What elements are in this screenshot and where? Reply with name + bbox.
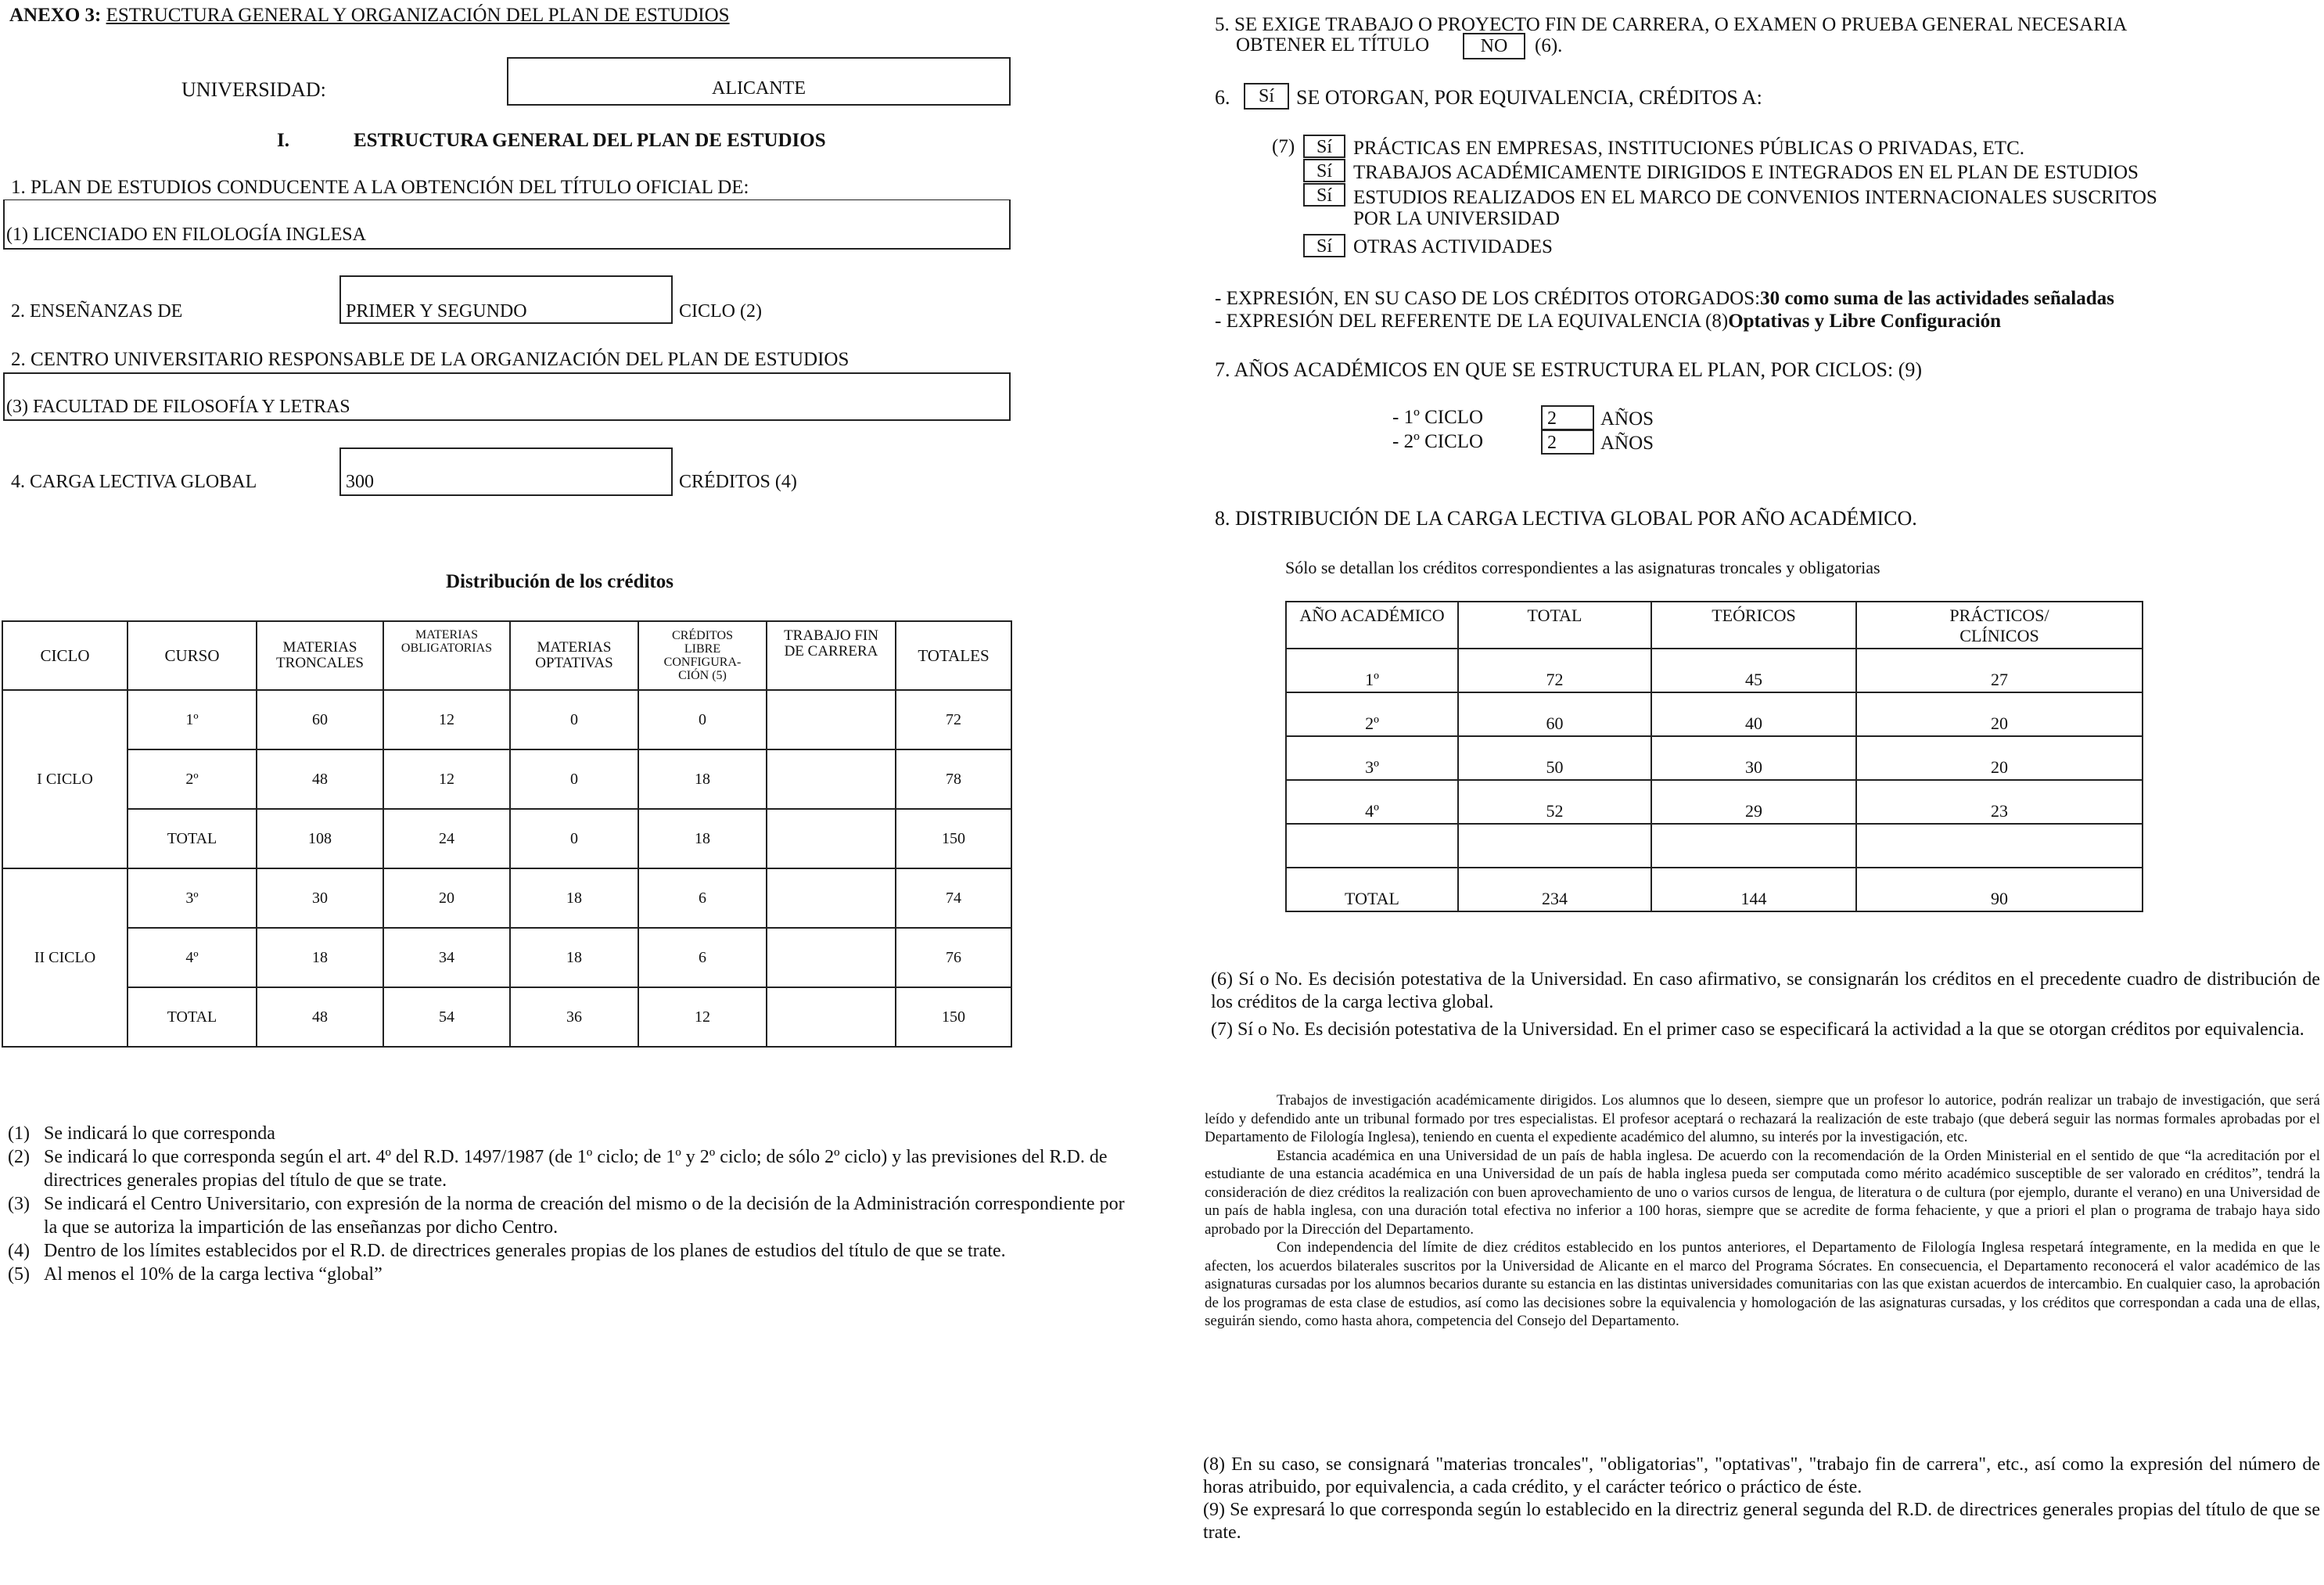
cell-troncales: 18 bbox=[257, 928, 383, 987]
col-trabajo-l1: TRABAJO FIN bbox=[784, 627, 878, 644]
item2-label: 2. ENSEÑANZAS DE bbox=[11, 301, 183, 322]
expression-2 bbox=[1215, 311, 2001, 332]
item4-suffix: CRÉDITOS (4) bbox=[679, 472, 797, 492]
cell-libre: 18 bbox=[638, 749, 767, 809]
cell-curso: 2º bbox=[128, 749, 257, 809]
cell-troncales: 60 bbox=[257, 690, 383, 749]
cell-totales: 74 bbox=[896, 868, 1011, 928]
col-troncales-l1: MATERIAS bbox=[282, 639, 357, 656]
left-footnotes bbox=[8, 1122, 1126, 1286]
item1-value: (1) LICENCIADO EN FILOLOGÍA INGLESA bbox=[6, 225, 366, 245]
footnote-2 bbox=[8, 1145, 1126, 1192]
cell-troncales: 48 bbox=[257, 749, 383, 809]
cell-obligatorias: 12 bbox=[383, 690, 510, 749]
table-row bbox=[2, 928, 1011, 987]
note-6: (6) Sí o No. Es decisión potestativa de la Universidad. En caso afirmativo, se consignarán los créditos en el precedente cuadro de distribución de los créditos de la carga lectiva global. bbox=[1211, 969, 2320, 1012]
expression-2-value: Optativas y Libre Configuración bbox=[1728, 311, 2002, 332]
item7-row1-value: 2 bbox=[1547, 408, 1557, 429]
dist-cell-year: 4º bbox=[1286, 780, 1458, 824]
footnote-num: (5) bbox=[8, 1264, 30, 1285]
credits-table-title: Distribución de los créditos bbox=[446, 571, 673, 592]
cell-trabajo bbox=[767, 809, 896, 868]
cell-libre: 0 bbox=[638, 690, 767, 749]
cell-totales: 72 bbox=[896, 690, 1011, 749]
cell-trabajo bbox=[767, 928, 896, 987]
cell-curso: TOTAL bbox=[128, 987, 257, 1047]
cell-curso: 4º bbox=[128, 928, 257, 987]
dist-cell-total: 60 bbox=[1458, 692, 1651, 736]
cell-optativas: 18 bbox=[510, 868, 638, 928]
table-row bbox=[1286, 868, 2143, 911]
footnote-5 bbox=[8, 1263, 1126, 1286]
cell-obligatorias: 54 bbox=[383, 987, 510, 1047]
expression-1-label: - EXPRESIÓN, EN SU CASO DE LOS CRÉDITOS OTORGADOS: bbox=[1215, 288, 1761, 309]
cell-totales: 76 bbox=[896, 928, 1011, 987]
note-9: (9) Se expresará lo que corresponda según lo establecido en la directriz general segunda del R.D. de directrices generales propias del título de que se trate. bbox=[1203, 1500, 2320, 1543]
table-row bbox=[2, 987, 1011, 1047]
item7-row2-unit: AÑOS bbox=[1600, 433, 1654, 454]
item7-row2-label: - 2º CICLO bbox=[1392, 431, 1484, 452]
item7-row2-value: 2 bbox=[1547, 433, 1557, 453]
col-obligatorias bbox=[383, 621, 510, 690]
footnote-num: (4) bbox=[8, 1241, 30, 1261]
credits-table bbox=[2, 620, 1012, 1048]
item8-subtitle: Sólo se detallan los créditos correspondientes a las asignaturas troncales y obligatorias bbox=[1285, 558, 1880, 577]
equivalence-value-3: Sí bbox=[1316, 185, 1332, 206]
col-libre bbox=[638, 621, 767, 690]
cell-optativas: 0 bbox=[510, 749, 638, 809]
cell-curso: 3º bbox=[128, 868, 257, 928]
distribution-table bbox=[1285, 601, 2143, 912]
col-libre-l4: CIÓN (5) bbox=[678, 669, 727, 682]
cell-trabajo bbox=[767, 690, 896, 749]
col-ciclo: CICLO bbox=[2, 621, 128, 690]
dist-cell-year: 2º bbox=[1286, 692, 1458, 736]
dist-cell-practicos: 23 bbox=[1856, 780, 2143, 824]
footnote-1 bbox=[8, 1122, 1126, 1145]
dist-col-teoricos: TEÓRICOS bbox=[1651, 602, 1856, 649]
paragraph-trabajos: Trabajos de investigación académicamente dirigidos. Los alumnos que lo deseen, siempre que un profesor lo autorice, podrán realizar un trabajo de investigación, que será leído y defendido ante un tribunal formado por tres especialistas. El profesor aceptará o rechazará la realización de este trabajo (que deberá seguir las normas formales aprobadas por el Departamento de Filología Inglesa), teniendo en cuenta el expediente académico del alumno, su interés por la investigación, etc. bbox=[1205, 1092, 2320, 1145]
footnote-text: Se indicará el Centro Universitario, con expresión de la norma de creación del mismo o de la decisión de la Administración correspondiente por la que se autoriza la impartición de las enseñanzas por dicho Centro. bbox=[44, 1194, 1125, 1238]
expression-1-value: 30 como suma de las actividades señaladas bbox=[1760, 288, 2114, 309]
table-row bbox=[1286, 736, 2143, 780]
col-troncales bbox=[257, 621, 383, 690]
table-row bbox=[1286, 780, 2143, 824]
item1-label: 1. PLAN DE ESTUDIOS CONDUCENTE A LA OBTENCIÓN DEL TÍTULO OFICIAL DE: bbox=[11, 177, 749, 198]
dist-cell-year: 1º bbox=[1286, 649, 1458, 692]
cell-trabajo bbox=[767, 987, 896, 1047]
dist-cell-practicos: 90 bbox=[1856, 868, 2143, 911]
dist-cell-total bbox=[1458, 824, 1651, 868]
footnote-num: (1) bbox=[8, 1123, 30, 1144]
item6-label: SE OTORGAN, POR EQUIVALENCIA, CRÉDITOS A: bbox=[1296, 86, 1762, 109]
footnote-num: (3) bbox=[8, 1194, 30, 1214]
cell-curso: TOTAL bbox=[128, 809, 257, 868]
dist-cell-total: 234 bbox=[1458, 868, 1651, 911]
table-row bbox=[2, 690, 1011, 749]
equivalence-text-1: PRÁCTICAS EN EMPRESAS, INSTITUCIONES PÚBLICAS O PRIVADAS, ETC. bbox=[1353, 138, 2024, 159]
cell-optativas: 36 bbox=[510, 987, 638, 1047]
item4-value: 300 bbox=[346, 472, 374, 492]
dist-col-year: AÑO ACADÉMICO bbox=[1286, 602, 1458, 649]
item7-label: 7. AÑOS ACADÉMICOS EN QUE SE ESTRUCTURA EL PLAN, POR CICLOS: (9) bbox=[1215, 358, 1923, 381]
footnote-text: Se indicará lo que corresponda según el art. 4º del R.D. 1497/1987 (de 1º ciclo; de 1º y 2º ciclo; de sólo 2º ciclo) y las previsiones del R.D. de directrices generales propias del título de que se trate. bbox=[44, 1147, 1108, 1191]
table-row bbox=[2, 809, 1011, 868]
col-troncales-l2: TRONCALES bbox=[276, 655, 364, 671]
note-8: (8) En su caso, se consignará "materias troncales", "obligatorias", "optativas", "trabajo fin de carrera", etc., así como la expresión del número de horas atribuido, por equivalencia, a cada crédito, y el carácter teórico o práctico de éste. bbox=[1203, 1454, 2320, 1497]
cell-curso: 1º bbox=[128, 690, 257, 749]
col-libre-l1: CRÉDITOS bbox=[672, 629, 733, 642]
item5-line2: OBTENER EL TÍTULO bbox=[1236, 34, 1430, 56]
col-totales: TOTALES bbox=[896, 621, 1011, 690]
paragraph-sócrates: Con independencia del límite de diez créditos establecido en los puntos anteriores, el Departamento de Filología Inglesa respetará íntegramente, en la medida en que le afecten, los acuerdos bilaterales suscritos por la Universidad de Alicante en el marco del Programa Sócrates. En consecuencia, el Departamento reconocerá el valor académico de las asignaturas cursadas por los alumnos becarios durante su estancia en las distintas universidades comunitarias con las que existan acuerdos de intercambio. En cualquier caso, la aprobación de los programas de esta clase de estudios, así como las decisiones sobre la equivalencia y homologación de las asignaturas cursadas, y los créditos que correspondan a cada una de ellas, seguirán siendo, como hasta ahora, competencia del Consejo del Departamento. bbox=[1205, 1239, 2320, 1329]
col-obligatorias-l2: OBLIGATORIAS bbox=[401, 642, 493, 655]
cell-obligatorias: 34 bbox=[383, 928, 510, 987]
notes-8-9 bbox=[1203, 1454, 2320, 1549]
col-libre-l3: CONFIGURA- bbox=[663, 656, 742, 669]
col-libre-l2: LIBRE bbox=[684, 642, 721, 656]
cell-trabajo bbox=[767, 868, 896, 928]
item4-field bbox=[339, 447, 673, 496]
cell-troncales: 30 bbox=[257, 868, 383, 928]
dist-cell-teoricos bbox=[1651, 824, 1856, 868]
col-curso: CURSO bbox=[128, 621, 257, 690]
annex-title: ESTRUCTURA GENERAL Y ORGANIZACIÓN DEL PLAN DE ESTUDIOS bbox=[106, 5, 730, 26]
paragraph-estancia: Estancia académica en una Universidad de un país de habla inglesa. De acuerdo con la recomendación de la Orden Ministerial en el sentido de que “la acreditación por el estudiante de una estancia académica en una Universidad de un país de habla inglesa pueda ser computada como mérito académico susceptible de ser valorado en créditos”, tendrá la consideración de diez créditos la realización con buen aprovechamiento de uno o varios cursos de lengua, de literatura o de cultura (por ejemplo, durante el verano) en una Universidad de un país de habla inglesa, con una duración total efectiva no inferior a 100 horas, siempre que se acredite de forma fehaciente, y que a priori el plan o programa de trabajo haya sido aprobado por la Dirección del Departamento. bbox=[1205, 1147, 2320, 1238]
cell-trabajo bbox=[767, 749, 896, 809]
dist-col-practicos-l1: PRÁCTICOS/ bbox=[1949, 606, 2049, 625]
equivalence-value-1: Sí bbox=[1316, 137, 1332, 157]
footnote-4 bbox=[8, 1239, 1126, 1263]
item7-row1-unit: AÑOS bbox=[1600, 408, 1654, 429]
dist-cell-practicos: 20 bbox=[1856, 736, 2143, 780]
annex-heading bbox=[9, 5, 730, 27]
item2-suffix: CICLO (2) bbox=[679, 301, 762, 322]
equivalence-continuation: POR LA UNIVERSIDAD bbox=[1353, 208, 1560, 229]
dist-cell-teoricos: 45 bbox=[1651, 649, 1856, 692]
dist-cell-teoricos: 29 bbox=[1651, 780, 1856, 824]
footnote-text: Al menos el 10% de la carga lectiva “global” bbox=[44, 1264, 383, 1285]
dist-col-practicos bbox=[1856, 602, 2143, 649]
annex-prefix: ANEXO 3: bbox=[9, 5, 102, 26]
section-number: I. bbox=[277, 130, 289, 151]
item4-label: 4. CARGA LECTIVA GLOBAL bbox=[11, 472, 257, 492]
cell-totales: 150 bbox=[896, 987, 1011, 1047]
section-title: ESTRUCTURA GENERAL DEL PLAN DE ESTUDIOS bbox=[354, 130, 826, 151]
cell-libre: 18 bbox=[638, 809, 767, 868]
university-label: UNIVERSIDAD: bbox=[181, 78, 326, 101]
item2b-label: 2. CENTRO UNIVERSITARIO RESPONSABLE DE LA ORGANIZACIÓN DEL PLAN DE ESTUDIOS bbox=[11, 349, 849, 370]
equivalence-value-4: Sí bbox=[1316, 236, 1332, 257]
equivalence-text-4: OTRAS ACTIVIDADES bbox=[1353, 236, 1553, 257]
footnote-num: (2) bbox=[8, 1147, 30, 1167]
dist-cell-practicos: 27 bbox=[1856, 649, 2143, 692]
cycle-name: I CICLO bbox=[2, 690, 128, 868]
col-optativas bbox=[510, 621, 638, 690]
cell-obligatorias: 20 bbox=[383, 868, 510, 928]
dist-cell-year: 3º bbox=[1286, 736, 1458, 780]
dist-cell-teoricos: 144 bbox=[1651, 868, 1856, 911]
col-trabajo-l2: DE CARRERA bbox=[784, 643, 878, 660]
cell-totales: 78 bbox=[896, 749, 1011, 809]
col-trabajo bbox=[767, 621, 896, 690]
dist-cell-practicos bbox=[1856, 824, 2143, 868]
table-row bbox=[2, 749, 1011, 809]
equivalence-marker: (7) bbox=[1272, 136, 1295, 157]
notes-6-7 bbox=[1211, 969, 2320, 1046]
cell-troncales: 48 bbox=[257, 987, 383, 1047]
item8-label: 8. DISTRIBUCIÓN DE LA CARGA LECTIVA GLOBAL POR AÑO ACADÉMICO. bbox=[1215, 507, 1917, 530]
footnote-text: Dentro de los límites establecidos por el R.D. de directrices generales propias de los planes de estudios del título de que se trate. bbox=[44, 1241, 1006, 1261]
expression-2-label: - EXPRESIÓN DEL REFERENTE DE LA EQUIVALENCIA (8) bbox=[1215, 311, 1729, 332]
cell-optativas: 0 bbox=[510, 690, 638, 749]
footnote-text: Se indicará lo que corresponda bbox=[44, 1123, 275, 1144]
dist-cell-teoricos: 30 bbox=[1651, 736, 1856, 780]
footnote-3 bbox=[8, 1192, 1126, 1239]
cell-totales: 150 bbox=[896, 809, 1011, 868]
item2-value: PRIMER Y SEGUNDO bbox=[346, 301, 527, 322]
table-row bbox=[2, 868, 1011, 928]
table-row bbox=[1286, 824, 2143, 868]
item5-line1: 5. SE EXIGE TRABAJO O PROYECTO FIN DE CARRERA, O EXAMEN O PRUEBA GENERAL NECESARIA bbox=[1215, 14, 2128, 35]
table-row bbox=[1286, 649, 2143, 692]
cell-optativas: 18 bbox=[510, 928, 638, 987]
equivalence-paragraphs bbox=[1205, 1091, 2320, 1331]
cell-libre: 12 bbox=[638, 987, 767, 1047]
col-optativas-l1: MATERIAS bbox=[537, 639, 612, 656]
item6-value: Sí bbox=[1258, 86, 1274, 106]
col-obligatorias-l1: MATERIAS bbox=[415, 628, 478, 642]
table-row bbox=[1286, 692, 2143, 736]
dist-cell-total: 72 bbox=[1458, 649, 1651, 692]
equivalence-value-2: Sí bbox=[1316, 161, 1332, 182]
university-value: ALICANTE bbox=[712, 78, 806, 99]
equivalence-text-2: TRABAJOS ACADÉMICAMENTE DIRIGIDOS E INTEGRADOS EN EL PLAN DE ESTUDIOS bbox=[1353, 162, 2139, 183]
cell-libre: 6 bbox=[638, 868, 767, 928]
equivalence-text-3: ESTUDIOS REALIZADOS EN EL MARCO DE CONVENIOS INTERNACIONALES SUSCRITOS bbox=[1353, 187, 2157, 208]
item5-suffix: (6). bbox=[1535, 35, 1563, 56]
item6-num: 6. bbox=[1215, 86, 1230, 109]
dist-cell-year bbox=[1286, 824, 1458, 868]
dist-cell-teoricos: 40 bbox=[1651, 692, 1856, 736]
dist-cell-total: 52 bbox=[1458, 780, 1651, 824]
dist-cell-practicos: 20 bbox=[1856, 692, 2143, 736]
cell-obligatorias: 24 bbox=[383, 809, 510, 868]
cell-obligatorias: 12 bbox=[383, 749, 510, 809]
cycle-name: II CICLO bbox=[2, 868, 128, 1047]
credits-header-row bbox=[2, 621, 1011, 690]
item7-row1-label: - 1º CICLO bbox=[1392, 407, 1484, 428]
dist-cell-total: 50 bbox=[1458, 736, 1651, 780]
cell-optativas: 0 bbox=[510, 809, 638, 868]
cell-libre: 6 bbox=[638, 928, 767, 987]
dist-col-practicos-l2: CLÍNICOS bbox=[1959, 626, 2039, 645]
item2b-value: (3) FACULTAD DE FILOSOFÍA Y LETRAS bbox=[6, 397, 350, 417]
dist-cell-year: TOTAL bbox=[1286, 868, 1458, 911]
col-optativas-l2: OPTATIVAS bbox=[535, 655, 613, 671]
cell-troncales: 108 bbox=[257, 809, 383, 868]
dist-col-total: TOTAL bbox=[1458, 602, 1651, 649]
expression-1 bbox=[1215, 288, 2114, 310]
dist-header-row bbox=[1286, 602, 2143, 649]
note-7: (7) Sí o No. Es decisión potestativa de la Universidad. En el primer caso se especificará la actividad a la que se otorgan créditos por equivalencia. bbox=[1211, 1019, 2304, 1040]
item5-value: NO bbox=[1480, 36, 1508, 56]
